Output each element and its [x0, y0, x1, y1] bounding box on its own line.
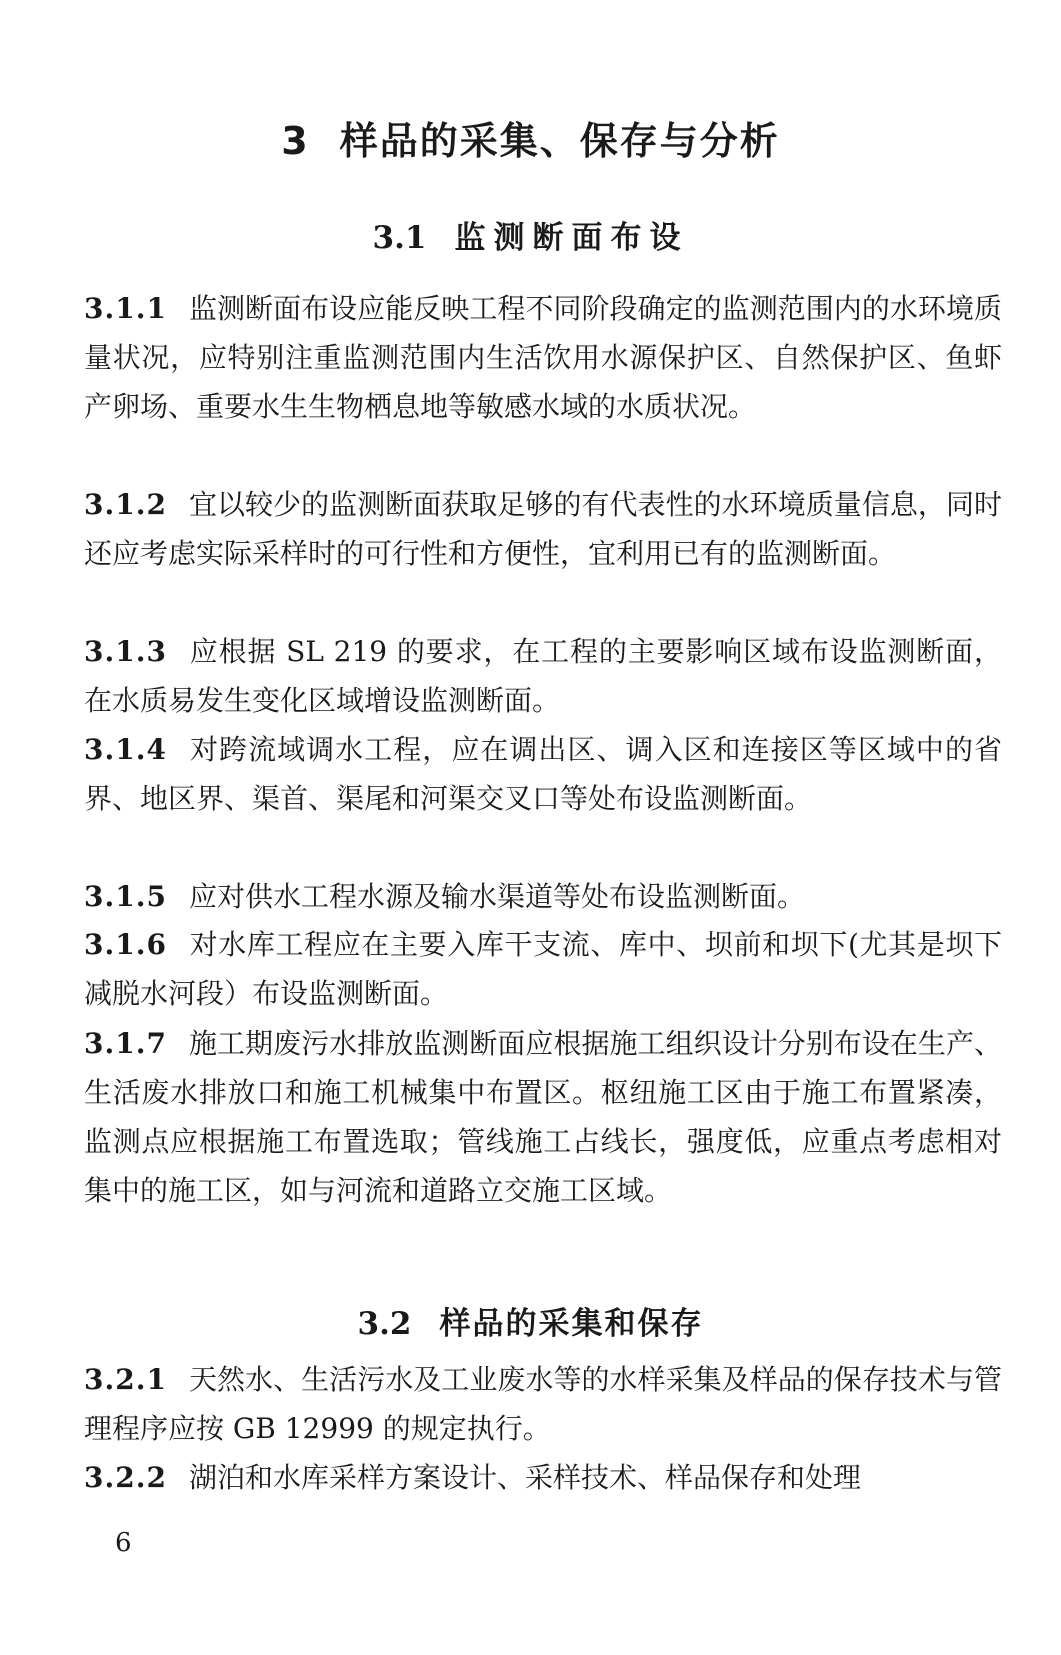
- clause-text: 对水库工程应在主要入库干支流、库中、坝前和坝下(尤其是坝下减脱水河段）布设监测断面。: [84, 928, 1002, 1010]
- section-title-text: 样品的采集和保存: [439, 1306, 704, 1342]
- clause-text: 施工期废污水排放监测断面应根据施工组织设计分别布设在生产、生活废水排放口和施工机械集中布置区。枢纽施工区由于施工布置紧凑，监测点应根据施工布置选取；管线施工占线长，强度低，应重点考虑相对集中的施工区，如与河流和道路立交施工区域。: [84, 1027, 1002, 1207]
- chapter-title: [0, 110, 1061, 165]
- clause-number: 3.2.1: [84, 1363, 167, 1396]
- clause-number: 3.1.1: [84, 292, 167, 325]
- clause-text: 天然水、生活污水及工业废水等的水样采集及样品的保存技术与管理程序应按 GB 12999 的规定执行。: [84, 1363, 1002, 1445]
- clause-3-2-2: [84, 1453, 1002, 1502]
- clause-number: 3.1.6: [84, 928, 167, 961]
- clause-text: 宜以较少的监测断面获取足够的有代表性的水环境质量信息，同时还应考虑实际采样时的可行性和方便性，宜利用已有的监测断面。: [84, 488, 1002, 570]
- clause-number: 3.1.3: [84, 635, 167, 668]
- clause-number: 3.2.2: [84, 1461, 167, 1494]
- clause-number: 3.1.5: [84, 880, 167, 913]
- clause-text: 湖泊和水库采样方案设计、采样技术、样品保存和处理: [188, 1461, 861, 1494]
- section-title-3-1: [0, 212, 1061, 257]
- clause-text: 监测断面布设应能反映工程不同阶段确定的监测范围内的水环境质量状况，应特别注重监测范围内生活饮用水源保护区、自然保护区、鱼虾产卵场、重要水生生物栖息地等敏感水域的水质状况。: [84, 292, 1002, 423]
- clause-3-1-6: [84, 920, 1002, 1018]
- clause-number: 3.1.7: [84, 1027, 167, 1060]
- clause-number: 3.1.4: [84, 733, 167, 766]
- section-title-3-2: [0, 1298, 1061, 1343]
- chapter-title-text: 样品的采集、保存与分析: [339, 119, 780, 163]
- section-number: 3.2: [357, 1306, 412, 1342]
- clause-3-2-1: [84, 1355, 1002, 1453]
- clause-3-1-1: [84, 284, 1002, 431]
- clause-3-1-4: [84, 725, 1002, 823]
- section-title-text: 监测断面布设: [454, 220, 689, 256]
- clause-3-1-7: [84, 1019, 1002, 1215]
- clause-text: 应根据 SL 219 的要求，在工程的主要影响区域布设监测断面，在水质易发生变化区域增设监测断面。: [84, 635, 1002, 717]
- clause-text: 对跨流域调水工程，应在调出区、调入区和连接区等区域中的省界、地区界、渠首、渠尾和河渠交叉口等处布设监测断面。: [84, 733, 1002, 815]
- chapter-number: 3: [281, 119, 310, 163]
- clause-3-1-3: [84, 627, 1002, 725]
- clause-3-1-5: [84, 872, 1002, 921]
- clause-3-1-2: [84, 480, 1002, 578]
- clause-number: 3.1.2: [84, 488, 167, 521]
- page-number: 6: [115, 1528, 132, 1558]
- clause-text: 应对供水工程水源及输水渠道等处布设监测断面。: [188, 880, 805, 913]
- section-number: 3.1: [372, 220, 427, 256]
